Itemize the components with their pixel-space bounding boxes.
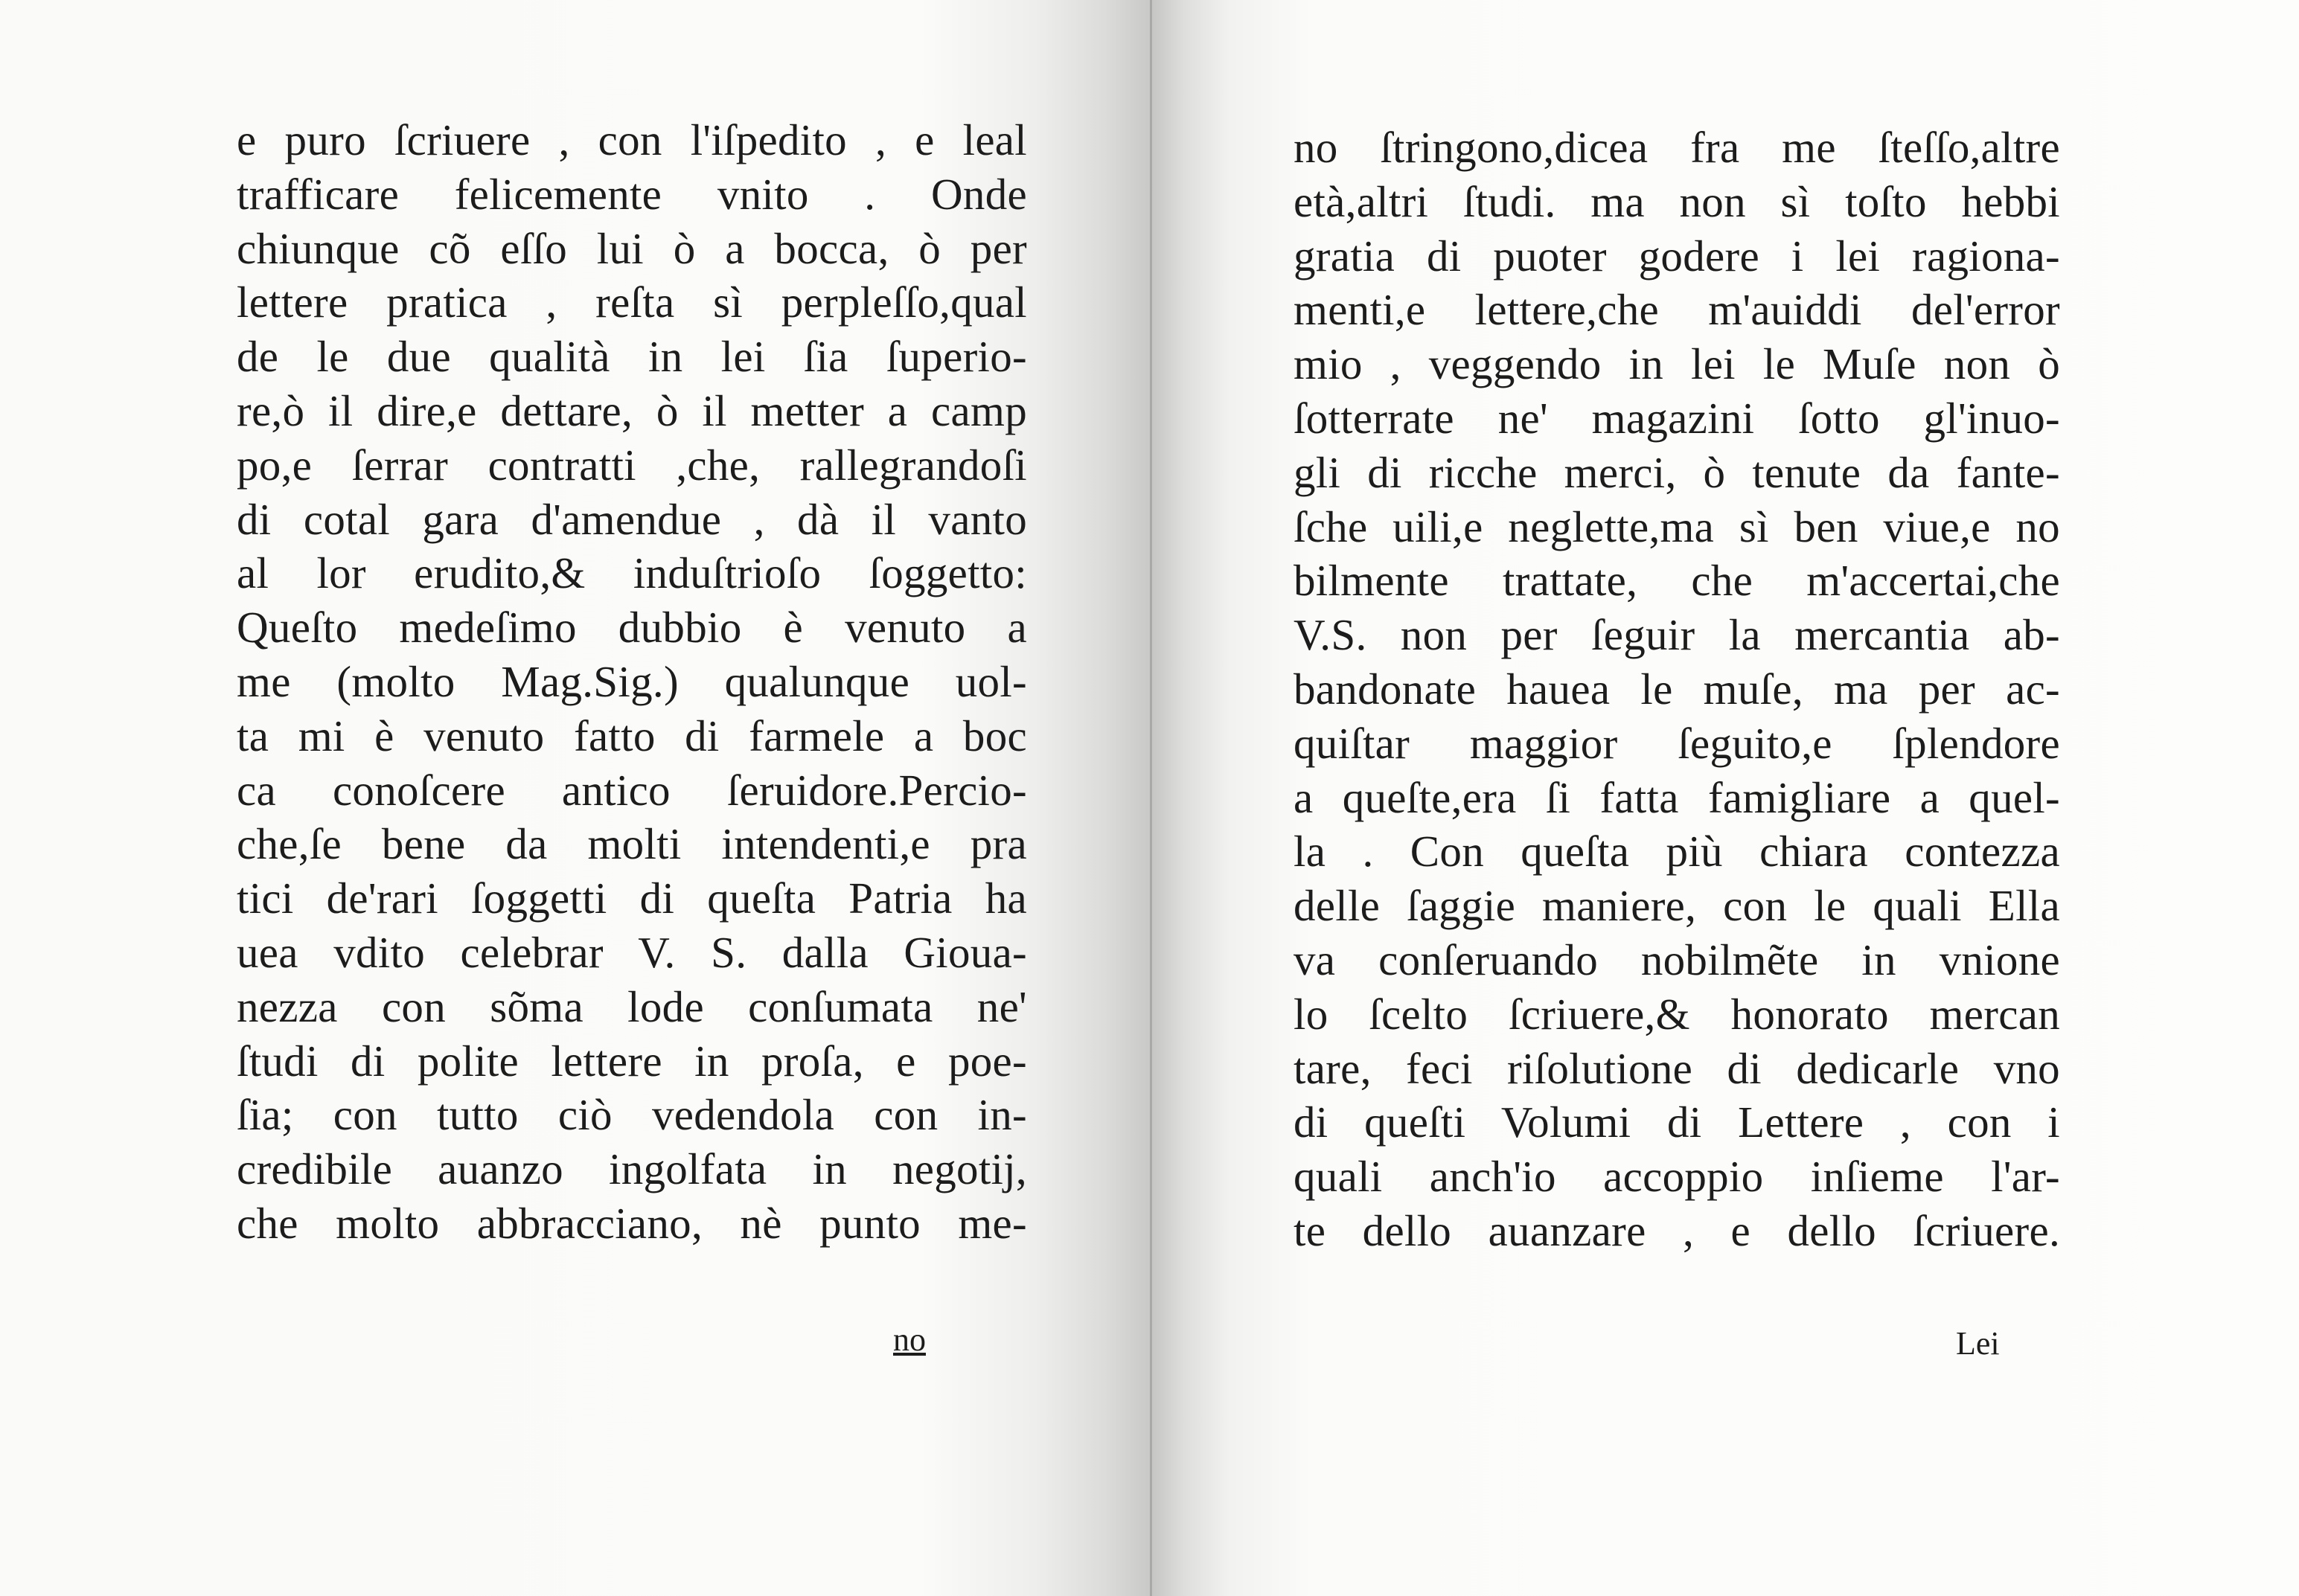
text-line: me (molto Mag.Sig.) qualunque uol- — [237, 656, 1027, 706]
text-line: tare, feci riſolutione di dedicarle vno — [1294, 1043, 2060, 1093]
text-line: te dello auanzare , e dello ſcriuere. — [1294, 1205, 2060, 1255]
text-line: no ſtringono,dicea fra me ſteſſo,altre — [1294, 123, 2060, 172]
text-line: po,e ſerrar contratti ,che, rallegrandoſi — [237, 440, 1027, 490]
text-line: quiſtar maggior ſeguito,e ſplendore — [1294, 718, 2060, 768]
text-line: bilmente trattate, che m'accertai,che — [1294, 556, 2060, 606]
text-line: di queſti Volumi di Lettere , con i — [1294, 1097, 2060, 1147]
text-line: di cotal gara d'amendue , dà il vanto — [237, 494, 1027, 544]
text-line: re,ò il dire,e dettare, ò il metter a camp — [237, 385, 1027, 435]
text-line: tici de'rari ſoggetti di queſta Patria ha — [237, 874, 1027, 923]
text-line: menti,e lettere,che m'auiddi del'error — [1294, 285, 2060, 335]
text-line: quali anch'io accoppio inſieme l'ar- — [1294, 1152, 2060, 1202]
text-line: ſia; con tutto ciò vedendola con in- — [237, 1090, 1027, 1140]
text-line: che molto abbracciano, nè punto me- — [237, 1198, 1027, 1248]
text-line: che,ſe bene da molti intendenti,e pra — [237, 819, 1027, 869]
right-page-text — [1294, 121, 2060, 1258]
text-line: al lor erudito,& induſtrioſo ſoggetto: — [237, 548, 1027, 598]
text-line: la . Con queſta più chiara contezza — [1294, 827, 2060, 876]
book-gutter — [1150, 0, 1152, 1596]
text-line: Queſto medeſimo dubbio è venuto a — [237, 603, 1027, 653]
left-page-text — [237, 113, 1027, 1251]
text-line: V.S. non per ſeguir la mercantia ab- — [1294, 610, 2060, 660]
text-line: ta mi è venuto fatto di farmele a boc — [237, 711, 1027, 760]
text-line: gratia di puoter godere i lei ragiona- — [1294, 231, 2060, 281]
text-line: ſche uili,e neglette,ma sì ben viue,e no — [1294, 501, 2060, 551]
text-line: ca conoſcere antico ſeruidore.Percio- — [237, 765, 1027, 815]
text-line: gli di ricche merci, ò tenute da fante- — [1294, 447, 2060, 497]
text-line: credibile auanzo ingolfata in negotij, — [237, 1144, 1027, 1194]
text-line: mio , veggendo in lei le Muſe non ò — [1294, 339, 2060, 389]
text-line: ſtudi di polite lettere in proſa, e poe- — [237, 1036, 1027, 1086]
text-line: bandonate hauea le muſe, ma per ac- — [1294, 664, 2060, 714]
left-catchword: no — [893, 1321, 926, 1358]
text-line: chiunque cõ eſſo lui ò a bocca, ò per — [237, 223, 1027, 273]
text-line: delle ſaggie maniere, con le quali Ella — [1294, 881, 2060, 931]
text-line: va conſeruando nobilmẽte in vnione — [1294, 935, 2060, 984]
text-line: ſotterrate ne' magazini ſotto gl'inuo- — [1294, 393, 2060, 443]
text-line: età,altri ſtudi. ma non sì toſto hebbi — [1294, 176, 2060, 226]
text-line: nezza con sõma lode conſumata ne' — [237, 981, 1027, 1031]
text-line: trafficare felicemente vnito . Onde — [237, 169, 1027, 219]
text-line: a queſte,era ſi fatta famigliare a quel- — [1294, 772, 2060, 822]
text-line: uea vdito celebrar V. S. dalla Gioua- — [237, 927, 1027, 977]
text-line: lettere pratica , reſta sì perpleſſo,qual — [237, 278, 1027, 327]
right-catchword: Lei — [1956, 1325, 2000, 1362]
text-line: de le due qualità in lei ſia ſuperio- — [237, 332, 1027, 382]
text-line: lo ſcelto ſcriuere,& honorato mercan — [1294, 989, 2060, 1039]
text-line: e puro ſcriuere , con l'iſpedito , e leal — [237, 115, 1027, 164]
